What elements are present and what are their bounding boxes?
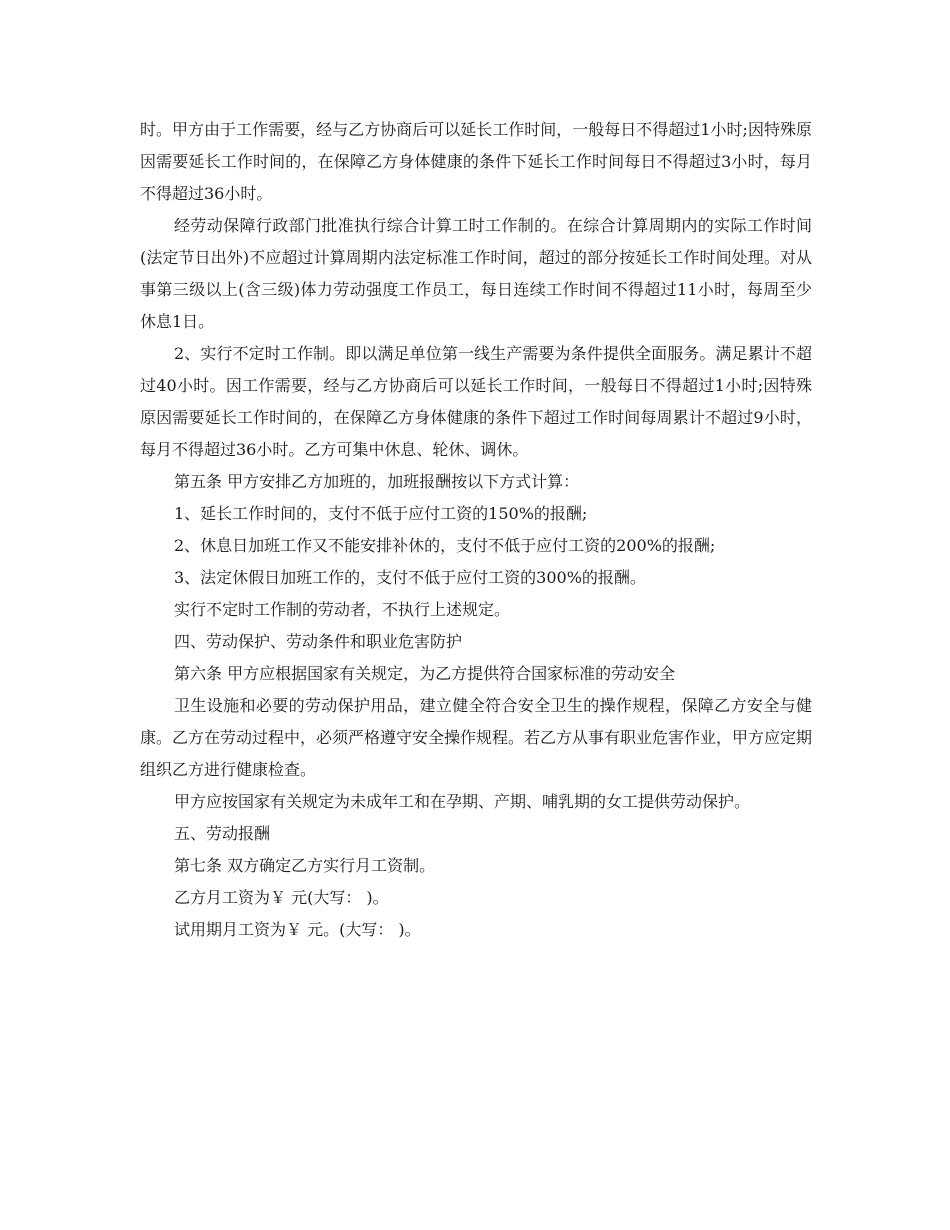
- paragraph: 卫生设施和必要的劳动保护用品，建立健全符合安全卫生的操作规程，保障乙方安全与健康。乙方在劳动过程中，必须严格遵守安全操作规程。若乙方从事有职业危害作业，甲方应定期组织乙方进行健康检查。: [140, 696, 813, 779]
- clause-heading: 第五条 甲方安排乙方加班的，加班报酬按以下方式计算：: [174, 472, 580, 491]
- wage-line: 乙方月工资为￥ 元(大写： )。: [174, 888, 389, 907]
- clause-heading: 第七条 双方确定乙方实行月工资制。: [174, 856, 436, 875]
- paragraph: 经劳动保障行政部门批准执行综合计算工时工作制的。在综合计算周期内的实际工作时间(法定节日出外)不应超过计算周期内法定标准工作时间，超过的部分按延长工作时间处理。对从事第三级以上(含三级)体力劳动强度工作员工，每日连续工作时间不得超过11小时，每周至少休息1日。: [140, 216, 812, 331]
- clause-heading: 第六条 甲方应根据国家有关规定，为乙方提供符合国家标准的劳动安全: [174, 664, 676, 683]
- section-heading: 四、劳动保护、劳动条件和职业危害防护: [174, 632, 463, 651]
- section-heading: 五、劳动报酬: [174, 824, 271, 843]
- paragraph: 甲方应按国家有关规定为未成年工和在孕期、产期、哺乳期的女工提供劳动保护。: [174, 792, 751, 811]
- wage-line: 试用期月工资为￥ 元。(大写： )。: [174, 920, 421, 939]
- paragraph: 实行不定时工作制的劳动者，不执行上述规定。: [174, 600, 511, 619]
- list-item: 2、休息日加班工作又不能安排补休的，支付不低于应付工资的200%的报酬;: [174, 536, 716, 555]
- list-item: 1、延长工作时间的，支付不低于应付工资的150%的报酬;: [174, 504, 588, 523]
- list-item: 3、法定休假日加班工作的，支付不低于应付工资的300%的报酬。: [174, 568, 646, 587]
- paragraph: 时。甲方由于工作需要，经与乙方协商后可以延长工作时间，一般每日不得超过1小时;因特殊原因需要延长工作时间的，在保障乙方身体健康的条件下延长工作时间每日不得超过3小时，每月不得超过36小时。: [140, 120, 812, 203]
- paragraph: 2、实行不定时工作制。即以满足单位第一线生产需要为条件提供全面服务。满足累计不超过40小时。因工作需要，经与乙方协商后可以延长工作时间，一般每日不得超过1小时;因特殊原因需要延长工作时间的，在保障乙方身体健康的条件下超过工作时间每周累计不超过9小时，每月不得超过36小时。乙方可集中休息、轮休、调休。: [140, 344, 812, 459]
- document-body: [140, 114, 812, 946]
